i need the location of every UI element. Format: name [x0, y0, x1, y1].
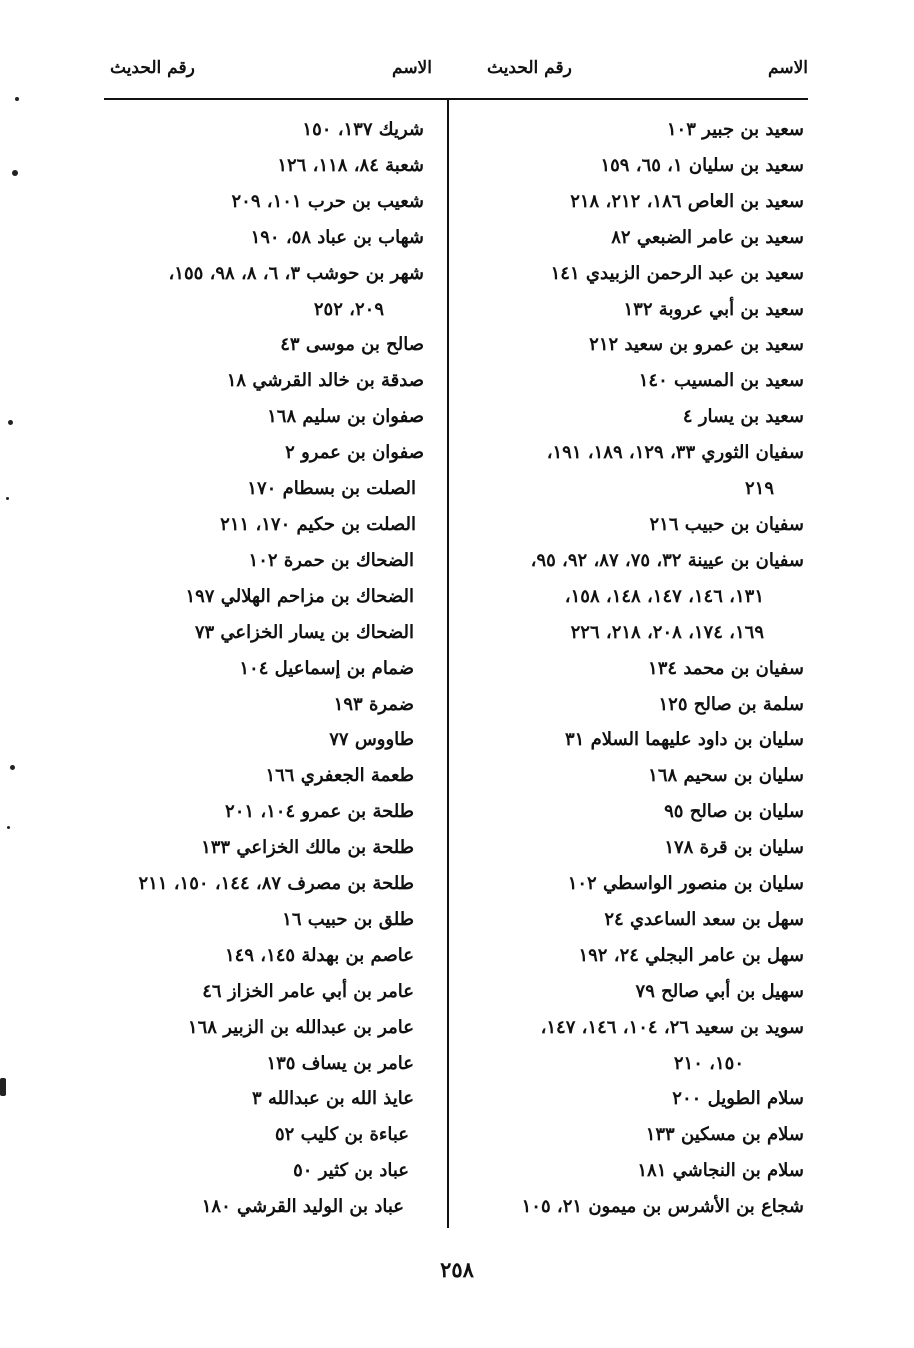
index-entry: سفيان بن حبيب ٢١٦	[649, 513, 804, 535]
scan-speck	[7, 826, 10, 829]
header-rule	[104, 98, 808, 100]
index-entry: عباد بن كثير ٥٠	[293, 1160, 409, 1182]
index-entry: سليان بن صالح ٩٥	[664, 801, 804, 823]
index-entry: سلام الطويل ٢٠٠	[672, 1088, 804, 1110]
index-entry: طلحة بن مصرف ٨٧، ١٤٤، ١٥٠، ٢١١	[138, 873, 414, 895]
index-entry: سعيد بن العاص ١٨٦، ٢١٢، ٢١٨	[570, 190, 804, 212]
header-number-left: رقم الحديث	[110, 58, 195, 78]
index-entry: سهيل بن أبي صالح ٧٩	[635, 980, 804, 1002]
index-entry: صالح بن موسى ٤٣	[280, 334, 424, 356]
index-entry: الصلت بن حكيم ١٧٠، ٢١١	[220, 513, 416, 535]
page-number: ٢٥٨	[440, 1257, 474, 1282]
index-entry: سعيد بن سليان ١، ٦٥، ١٥٩	[600, 154, 804, 176]
index-entry: صدقة بن خالد القرشي ١٨	[226, 370, 424, 392]
index-entry: شجاع بن الأشرس بن ميمون ٢١، ١٠٥	[521, 1196, 804, 1218]
index-entry: سليان بن قرة ١٧٨	[664, 837, 804, 859]
index-entry: سهل بن سعد الساعدي ٢٤	[604, 908, 804, 930]
scan-speck	[10, 765, 15, 770]
index-entry: طلحة بن عمرو ١٠٤، ٢٠١	[225, 801, 414, 823]
header-number-right: رقم الحديث	[487, 58, 572, 78]
index-entry: سعيد بن جبير ١٠٣	[666, 119, 804, 140]
index-entry-continuation: ٢١٩	[744, 478, 774, 500]
column-divider	[447, 100, 449, 1228]
index-entry: سهل بن عامر البجلي ٢٤، ١٩٢	[578, 944, 804, 966]
index-entry: سعيد بن عمرو بن سعيد ٢١٢	[589, 334, 804, 356]
index-entry: شعبة ٨٤، ١١٨، ١٢٦	[277, 154, 424, 176]
index-entry-continuation: ٢٠٩، ٢٥٢	[313, 298, 384, 320]
index-entry: ضمام بن إسماعيل ١٠٤	[239, 657, 414, 679]
index-entry: ضمرة ١٩٣	[333, 693, 414, 715]
index-entry: عاصم بن بهدلة ١٤٥، ١٤٩	[225, 944, 414, 966]
index-entry: سليان بن منصور الواسطي ١٠٢	[567, 873, 804, 895]
header-name-right: الاسم	[768, 58, 808, 78]
index-entry: صفوان بن عمرو ٢	[285, 442, 424, 464]
index-column-right	[464, 112, 804, 1225]
index-entry: سويد بن سعيد ٢٦، ١٠٤، ١٤٦، ١٤٧،	[540, 1016, 804, 1038]
index-entry: الصلت بن بسطام ١٧٠	[247, 478, 416, 500]
index-entry: الضحاك بن مزاحم الهلالي ١٩٧	[185, 585, 414, 607]
index-entry: طاووس ٧٧	[329, 729, 414, 751]
index-entry: سفيان بن محمد ١٣٤	[648, 657, 804, 679]
index-entry: سعيد بن المسيب ١٤٠	[638, 370, 804, 392]
index-entry: سعيد بن عامر الضبعي ٨٢	[611, 226, 804, 248]
index-entry: عامر بن عبدالله بن الزبير ١٦٨	[187, 1016, 414, 1038]
index-entry: عامر بن يساف ١٣٥	[266, 1052, 414, 1074]
index-entry: سعيد بن يسار ٤	[682, 406, 804, 428]
index-entry: سليان بن سحيم ١٦٨	[648, 765, 804, 787]
index-entry: الضحاك بن يسار الخزاعي ٧٣	[194, 621, 414, 643]
index-entry: شهاب بن عباد ٥٨، ١٩٠	[250, 226, 424, 248]
index-entry: عباد بن الوليد القرشي ١٨٠	[201, 1196, 404, 1218]
index-entry: عباءة بن كليب ٥٢	[274, 1124, 409, 1146]
index-entry: عايذ الله بن عبدالله ٣	[252, 1088, 414, 1110]
index-entry: سلام بن مسكين ١٣٣	[645, 1124, 804, 1146]
index-entry: سعيد بن عبد الرحمن الزبيدي ١٤١	[550, 262, 804, 284]
index-entry: شهر بن حوشب ٣، ٦، ٨، ٩٨، ١٥٥،	[168, 262, 424, 284]
index-entry: سفيان بن عيينة ٣٢، ٧٥، ٨٧، ٩٢، ٩٥،	[530, 549, 804, 571]
index-column-left	[89, 112, 424, 1225]
index-entry: شعيب بن حرب ١٠١، ٢٠٩	[231, 190, 424, 212]
index-entry: طعمة الجعفري ١٦٦	[265, 765, 414, 787]
index-entry: الضحاك بن حمرة ١٠٢	[248, 549, 414, 571]
header-name-left: الاسم	[392, 58, 432, 78]
index-entry: سليان بن داود عليهما السلام ٣١	[564, 729, 804, 751]
index-entry-continuation: ١٥٠، ٢١٠	[673, 1052, 744, 1074]
index-entry-continuation: ١٦٩، ١٧٤، ٢٠٨، ٢١٨، ٢٢٦	[570, 621, 764, 643]
scan-speck	[6, 497, 9, 500]
index-entry: سفيان الثوري ٣٣، ١٢٩، ١٨٩، ١٩١،	[546, 442, 804, 464]
scan-speck	[15, 97, 19, 101]
index-entry: سلمة بن صالح ١٢٥	[658, 693, 804, 715]
index-entry: صفوان بن سليم ١٦٨	[267, 406, 424, 428]
scan-speck	[0, 1078, 6, 1096]
scan-speck	[12, 170, 18, 176]
index-entry: سعيد بن أبي عروبة ١٣٢	[623, 298, 804, 320]
index-entry: عامر بن أبي عامر الخزاز ٤٦	[202, 980, 414, 1002]
index-entry: شريك ١٣٧، ١٥٠	[302, 119, 424, 140]
scan-speck	[8, 420, 13, 425]
index-entry: طلق بن حبيب ١٦	[282, 908, 414, 930]
index-entry: سلام بن النجاشي ١٨١	[637, 1160, 804, 1182]
index-entry: طلحة بن مالك الخزاعي ١٣٣	[201, 837, 414, 859]
index-entry-continuation: ١٣١، ١٤٦، ١٤٧، ١٤٨، ١٥٨،	[564, 585, 764, 607]
